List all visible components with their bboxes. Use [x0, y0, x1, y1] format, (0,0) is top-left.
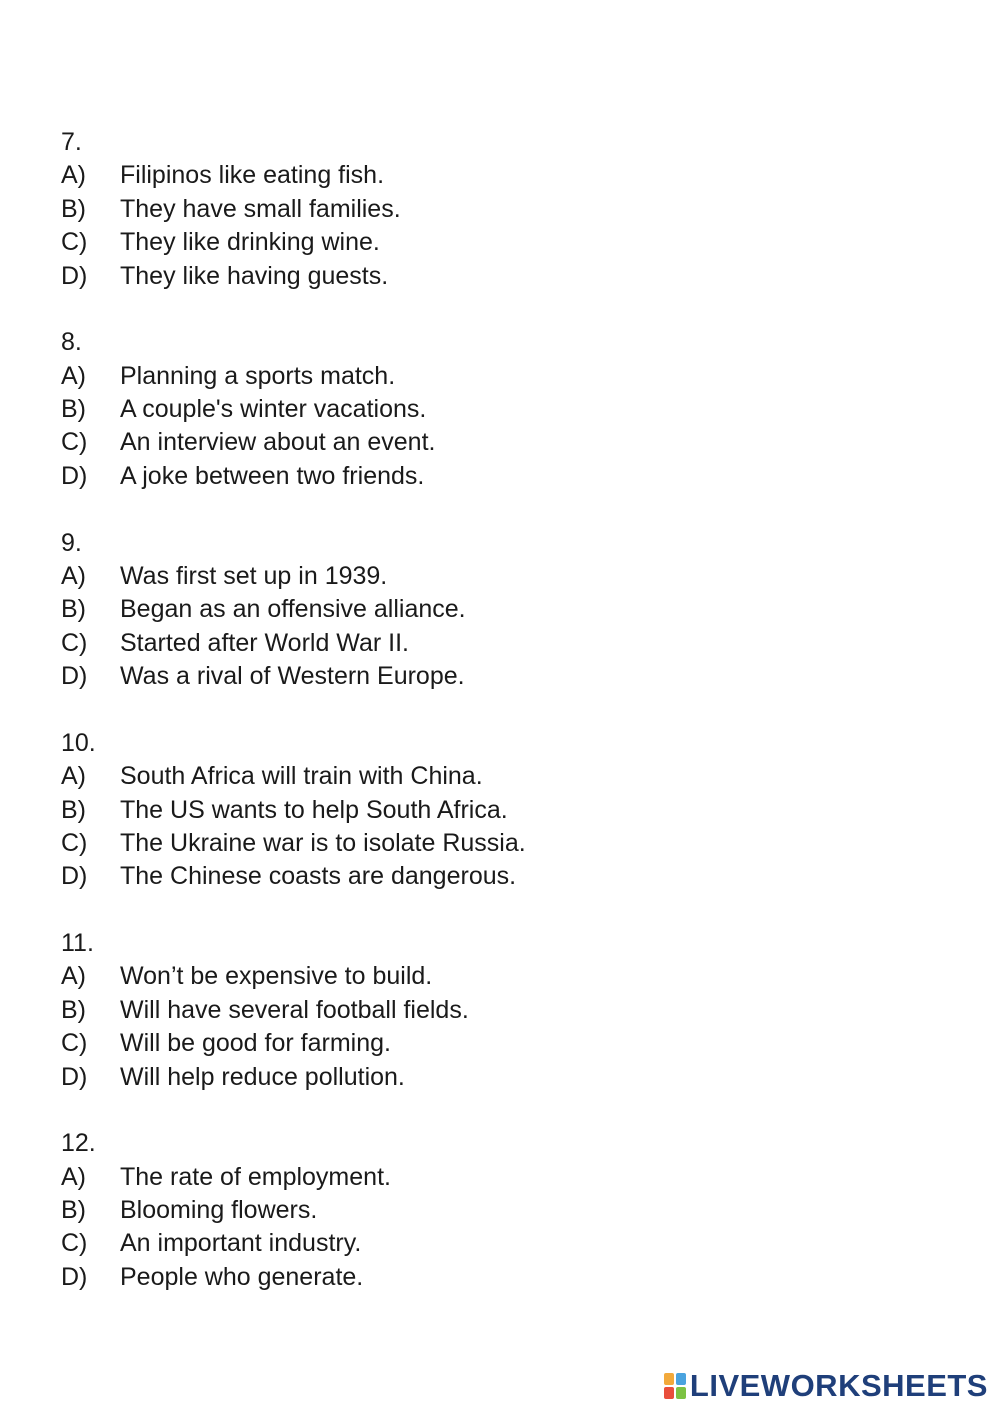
liveworksheets-logo: [664, 1368, 988, 1404]
option-text: An important industry.: [120, 1229, 362, 1258]
option-text: The Ukraine war is to isolate Russia.: [120, 828, 526, 857]
option-text: Will help reduce pollution.: [120, 1062, 405, 1091]
option-text: The US wants to help South Africa.: [120, 795, 508, 824]
question-number: 10.: [61, 728, 96, 757]
option-text: People who generate.: [120, 1262, 364, 1291]
question-list: [61, 126, 961, 1328]
answer-option: [61, 393, 961, 426]
question-block: [61, 1127, 961, 1294]
answer-option: [61, 960, 961, 993]
option-text: Was a rival of Western Europe.: [120, 662, 465, 691]
answer-option: [61, 1061, 961, 1094]
option-text: The Chinese coasts are dangerous.: [120, 862, 517, 891]
question-block: [61, 326, 961, 493]
option-letter: B): [61, 395, 86, 424]
option-text: Started after World War II.: [120, 628, 409, 657]
question-block: [61, 126, 961, 293]
liveworksheets-logo-icon: [664, 1373, 686, 1399]
question-number: 9.: [61, 528, 82, 557]
answer-option: [61, 426, 961, 459]
option-text: They like having guests.: [120, 261, 389, 290]
option-letter: B): [61, 795, 86, 824]
option-text: Will have several football fields.: [120, 995, 469, 1024]
option-text: The rate of employment.: [120, 1162, 391, 1191]
option-letter: D): [61, 662, 88, 691]
answer-option: [61, 1227, 961, 1260]
option-letter: D): [61, 862, 88, 891]
question-block: [61, 727, 961, 894]
answer-option: [61, 860, 961, 893]
option-text: They have small families.: [120, 194, 401, 223]
option-letter: D): [61, 261, 88, 290]
option-letter: A): [61, 161, 86, 190]
option-text: A joke between two friends.: [120, 461, 425, 490]
answer-option: [61, 226, 961, 259]
option-letter: C): [61, 1229, 88, 1258]
answer-option: [61, 593, 961, 626]
logo-text: LIVEWORKSHEETS: [689, 1368, 988, 1403]
option-text: Filipinos like eating fish.: [120, 161, 385, 190]
answer-option: [61, 827, 961, 860]
answer-option: [61, 627, 961, 660]
answer-option: [61, 994, 961, 1027]
option-letter: D): [61, 461, 88, 490]
option-letter: A): [61, 962, 86, 991]
answer-option: [61, 1194, 961, 1227]
option-letter: A): [61, 1162, 86, 1191]
option-letter: D): [61, 1262, 88, 1291]
answer-option: [61, 260, 961, 293]
question-block: [61, 527, 961, 694]
option-text: An interview about an event.: [120, 428, 436, 457]
option-text: Planning a sports match.: [120, 361, 396, 390]
option-text: Will be good for farming.: [120, 1029, 391, 1058]
answer-option: [61, 1161, 961, 1194]
answer-option: [61, 1027, 961, 1060]
question-number: 11.: [61, 929, 94, 957]
question-number: 7.: [61, 128, 82, 156]
answer-option: [61, 560, 961, 593]
option-letter: A): [61, 762, 86, 791]
question-number: 8.: [61, 328, 82, 357]
option-letter: B): [61, 194, 86, 223]
option-text: Began as an offensive alliance.: [120, 595, 466, 624]
option-letter: B): [61, 1196, 86, 1225]
answer-option: [61, 193, 961, 226]
option-text: Won’t be expensive to build.: [120, 962, 433, 991]
answer-option: [61, 660, 961, 693]
option-letter: C): [61, 1029, 88, 1058]
option-letter: C): [61, 628, 88, 657]
answer-option: [61, 360, 961, 393]
answer-option: [61, 460, 961, 493]
option-letter: C): [61, 228, 88, 257]
option-text: They like drinking wine.: [120, 228, 380, 257]
option-letter: A): [61, 561, 86, 590]
option-letter: B): [61, 995, 86, 1024]
option-letter: C): [61, 828, 88, 857]
answer-option: [61, 1261, 961, 1294]
question-number: 12.: [61, 1129, 96, 1158]
option-text: Blooming flowers.: [120, 1196, 318, 1225]
option-text: South Africa will train with China.: [120, 762, 483, 791]
option-letter: B): [61, 595, 86, 624]
option-letter: D): [61, 1062, 88, 1091]
option-text: A couple's winter vacations.: [120, 395, 427, 424]
option-letter: A): [61, 361, 86, 390]
question-block: [61, 927, 961, 1094]
answer-option: [61, 760, 961, 793]
answer-option: [61, 794, 961, 827]
answer-option: [61, 159, 961, 192]
option-text: Was first set up in 1939.: [120, 561, 388, 590]
option-letter: C): [61, 428, 88, 457]
